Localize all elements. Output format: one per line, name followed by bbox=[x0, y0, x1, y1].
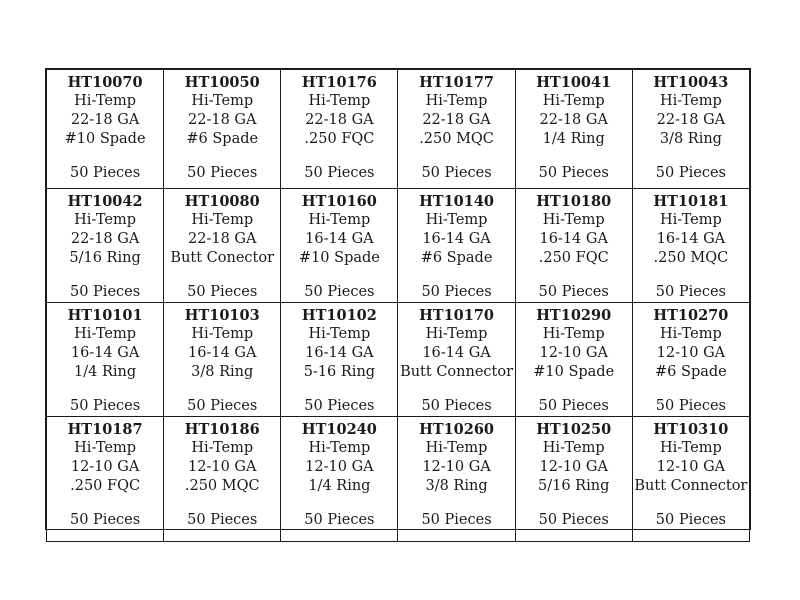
parts-grid bbox=[45, 68, 751, 530]
table-row bbox=[47, 70, 750, 189]
gauge: 12-10 GA bbox=[70, 459, 140, 475]
part-number: HT10181 bbox=[653, 193, 729, 210]
terminal-type: 5/16 Ring bbox=[538, 478, 610, 494]
terminal-type: .250 MQC bbox=[653, 250, 729, 266]
terminal-type: #6 Spade bbox=[420, 250, 493, 266]
quantity: 50 Pieces bbox=[538, 512, 609, 528]
terminal-type: .250 MQC bbox=[419, 131, 494, 147]
part-cell bbox=[398, 303, 515, 417]
gauge: 16-14 GA bbox=[70, 345, 140, 361]
part-number: HT10260 bbox=[419, 421, 495, 438]
terminal-type: 3/8 Ring bbox=[191, 364, 254, 380]
gauge: 16-14 GA bbox=[188, 345, 257, 361]
terminal-type: Butt Conector bbox=[170, 250, 275, 266]
quantity: 50 Pieces bbox=[538, 165, 609, 181]
gauge: 22-18 GA bbox=[188, 112, 257, 128]
quantity: 50 Pieces bbox=[421, 398, 492, 414]
gauge: 22-18 GA bbox=[70, 112, 140, 128]
table-row bbox=[47, 303, 750, 417]
gauge: 22-18 GA bbox=[539, 112, 608, 128]
quantity: 50 Pieces bbox=[69, 512, 141, 528]
terminal-type: 5-16 Ring bbox=[303, 364, 376, 380]
quantity: 50 Pieces bbox=[304, 398, 375, 414]
part-cell bbox=[281, 303, 398, 417]
quantity: 50 Pieces bbox=[69, 398, 141, 414]
part-number: HT10290 bbox=[536, 307, 612, 324]
part-cell bbox=[398, 417, 515, 542]
gauge: 16-14 GA bbox=[305, 231, 374, 247]
gauge: 22-18 GA bbox=[70, 231, 140, 247]
quantity: 50 Pieces bbox=[655, 284, 726, 300]
temp-rating: Hi-Temp bbox=[74, 93, 136, 109]
part-number: HT10050 bbox=[184, 74, 260, 91]
temp-rating: Hi-Temp bbox=[542, 93, 605, 109]
part-number: HT10180 bbox=[536, 193, 612, 210]
gauge: 12-10 GA bbox=[188, 459, 257, 475]
gauge: 12-10 GA bbox=[305, 459, 374, 475]
part-number: HT10270 bbox=[653, 307, 729, 324]
temp-rating: Hi-Temp bbox=[659, 93, 722, 109]
gauge: 16-14 GA bbox=[656, 231, 726, 247]
gauge: 22-18 GA bbox=[656, 112, 726, 128]
temp-rating: Hi-Temp bbox=[308, 93, 371, 109]
part-cell bbox=[515, 189, 632, 303]
quantity: 50 Pieces bbox=[187, 165, 258, 181]
temp-rating: Hi-Temp bbox=[308, 440, 371, 456]
part-cell bbox=[47, 189, 164, 303]
gauge: 16-14 GA bbox=[422, 345, 491, 361]
part-number: HT10170 bbox=[419, 307, 495, 324]
part-number: HT10102 bbox=[301, 307, 377, 324]
part-cell bbox=[632, 189, 749, 303]
temp-rating: Hi-Temp bbox=[74, 326, 136, 342]
part-cell bbox=[164, 417, 281, 542]
gauge: 12-10 GA bbox=[656, 345, 726, 361]
gauge: 12-10 GA bbox=[539, 345, 608, 361]
gauge: 12-10 GA bbox=[539, 459, 608, 475]
temp-rating: Hi-Temp bbox=[425, 440, 488, 456]
terminal-type: 3/8 Ring bbox=[659, 131, 722, 147]
part-number: HT10187 bbox=[67, 421, 143, 438]
terminal-type: 3/8 Ring bbox=[425, 478, 488, 494]
temp-rating: Hi-Temp bbox=[659, 440, 722, 456]
part-number: HT10080 bbox=[184, 193, 260, 210]
part-number: HT10177 bbox=[419, 74, 495, 91]
part-cell bbox=[164, 70, 281, 189]
part-number: HT10041 bbox=[536, 74, 612, 91]
part-number: HT10186 bbox=[184, 421, 260, 438]
part-cell bbox=[281, 189, 398, 303]
quantity: 50 Pieces bbox=[655, 398, 726, 414]
quantity: 50 Pieces bbox=[655, 165, 726, 181]
temp-rating: Hi-Temp bbox=[542, 440, 605, 456]
quantity: 50 Pieces bbox=[69, 284, 141, 300]
part-cell bbox=[281, 417, 398, 542]
quantity: 50 Pieces bbox=[304, 284, 375, 300]
terminal-type: #10 Spade bbox=[64, 131, 146, 147]
temp-rating: Hi-Temp bbox=[659, 326, 722, 342]
temp-rating: Hi-Temp bbox=[191, 93, 254, 109]
part-cell bbox=[632, 70, 749, 189]
table-row bbox=[47, 189, 750, 303]
terminal-type: .250 MQC bbox=[184, 478, 260, 494]
part-cell bbox=[47, 303, 164, 417]
part-number: HT10070 bbox=[67, 74, 143, 91]
gauge: 16-14 GA bbox=[539, 231, 608, 247]
temp-rating: Hi-Temp bbox=[425, 212, 488, 228]
gauge: 22-18 GA bbox=[188, 231, 257, 247]
gauge: 12-10 GA bbox=[422, 459, 491, 475]
part-cell bbox=[632, 417, 749, 542]
quantity: 50 Pieces bbox=[421, 284, 492, 300]
part-number: HT10160 bbox=[301, 193, 377, 210]
quantity: 50 Pieces bbox=[69, 165, 141, 181]
temp-rating: Hi-Temp bbox=[191, 440, 254, 456]
quantity: 50 Pieces bbox=[655, 512, 726, 528]
terminal-type: #6 Spade bbox=[655, 364, 727, 380]
part-number: HT10176 bbox=[301, 74, 377, 91]
terminal-type: Butt Connector bbox=[634, 478, 748, 494]
temp-rating: Hi-Temp bbox=[74, 212, 136, 228]
part-cell bbox=[281, 70, 398, 189]
gauge: 16-14 GA bbox=[422, 231, 491, 247]
part-cell bbox=[398, 189, 515, 303]
temp-rating: Hi-Temp bbox=[659, 212, 722, 228]
temp-rating: Hi-Temp bbox=[308, 326, 371, 342]
part-cell bbox=[515, 417, 632, 542]
quantity: 50 Pieces bbox=[538, 284, 609, 300]
part-number: HT10140 bbox=[419, 193, 495, 210]
part-number: HT10043 bbox=[653, 74, 729, 91]
terminal-type: 1/4 Ring bbox=[308, 478, 371, 494]
parts-table-body bbox=[47, 70, 750, 542]
part-number: HT10103 bbox=[184, 307, 260, 324]
quantity: 50 Pieces bbox=[421, 165, 492, 181]
gauge: 22-18 GA bbox=[422, 112, 491, 128]
terminal-type: #10 Spade bbox=[533, 364, 615, 380]
temp-rating: Hi-Temp bbox=[542, 212, 605, 228]
temp-rating: Hi-Temp bbox=[542, 326, 605, 342]
parts-table bbox=[46, 69, 750, 542]
part-number: HT10310 bbox=[653, 421, 729, 438]
part-number: HT10042 bbox=[67, 193, 143, 210]
terminal-type: 1/4 Ring bbox=[542, 131, 605, 147]
quantity: 50 Pieces bbox=[187, 398, 258, 414]
terminal-type: 1/4 Ring bbox=[74, 364, 137, 380]
quantity: 50 Pieces bbox=[304, 512, 375, 528]
part-cell bbox=[515, 70, 632, 189]
part-cell bbox=[515, 303, 632, 417]
part-number: HT10250 bbox=[536, 421, 612, 438]
part-cell bbox=[47, 70, 164, 189]
quantity: 50 Pieces bbox=[421, 512, 492, 528]
part-cell bbox=[632, 303, 749, 417]
part-cell bbox=[164, 189, 281, 303]
gauge: 22-18 GA bbox=[305, 112, 374, 128]
table-row bbox=[47, 417, 750, 542]
part-cell bbox=[47, 417, 164, 542]
quantity: 50 Pieces bbox=[187, 512, 258, 528]
quantity: 50 Pieces bbox=[304, 165, 375, 181]
terminal-type: .250 FQC bbox=[304, 131, 375, 147]
temp-rating: Hi-Temp bbox=[191, 212, 254, 228]
gauge: 16-14 GA bbox=[305, 345, 374, 361]
quantity: 50 Pieces bbox=[538, 398, 609, 414]
part-cell bbox=[398, 70, 515, 189]
temp-rating: Hi-Temp bbox=[308, 212, 371, 228]
terminal-type: .250 FQC bbox=[538, 250, 609, 266]
terminal-type: Butt Connector bbox=[400, 364, 514, 380]
quantity: 50 Pieces bbox=[187, 284, 258, 300]
temp-rating: Hi-Temp bbox=[425, 326, 488, 342]
part-cell bbox=[164, 303, 281, 417]
terminal-type: .250 FQC bbox=[70, 478, 141, 494]
part-number: HT10101 bbox=[67, 307, 143, 324]
temp-rating: Hi-Temp bbox=[74, 440, 136, 456]
terminal-type: 5/16 Ring bbox=[69, 250, 141, 266]
temp-rating: Hi-Temp bbox=[425, 93, 488, 109]
temp-rating: Hi-Temp bbox=[191, 326, 254, 342]
gauge: 12-10 GA bbox=[656, 459, 726, 475]
part-number: HT10240 bbox=[301, 421, 377, 438]
terminal-type: #6 Spade bbox=[186, 131, 259, 147]
terminal-type: #10 Spade bbox=[298, 250, 380, 266]
